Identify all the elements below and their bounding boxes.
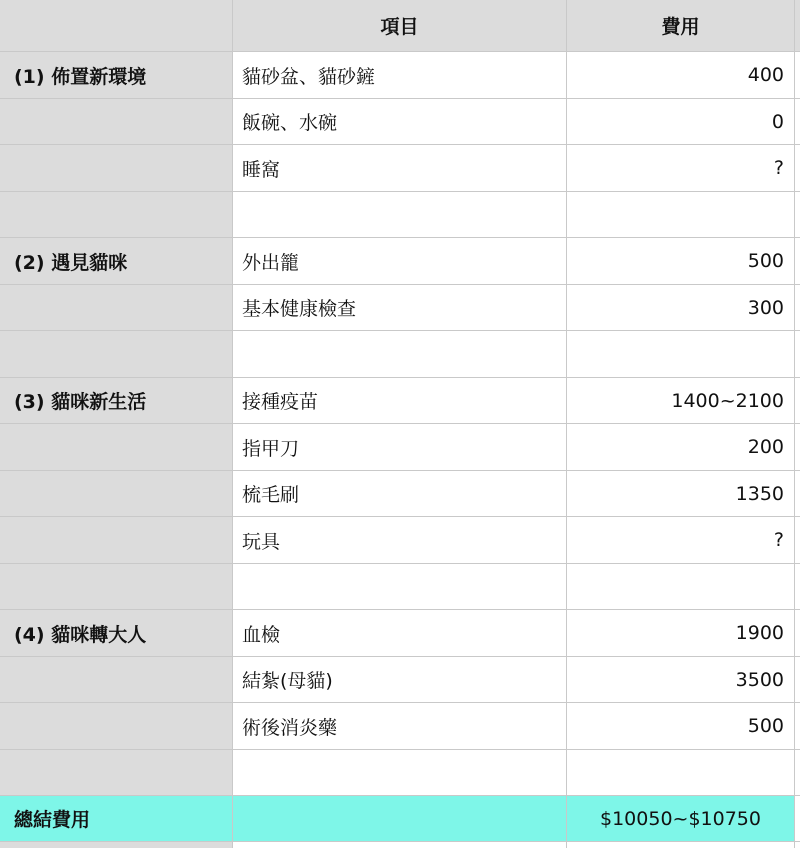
category-cell[interactable]	[0, 99, 233, 145]
category-cell[interactable]	[0, 750, 233, 796]
item-cell[interactable]	[233, 378, 567, 424]
cost-cell[interactable]	[567, 192, 795, 238]
item-label: 結紮(母貓)	[242, 670, 333, 692]
next-row-item-cell[interactable]	[233, 842, 567, 848]
cost-cell[interactable]	[567, 331, 795, 378]
total-cost: $10050~$10750	[600, 807, 761, 830]
extra-cell[interactable]	[795, 564, 800, 610]
category-cell[interactable]	[0, 192, 233, 238]
header-extra-cell[interactable]	[795, 0, 800, 52]
category-cell[interactable]	[0, 471, 233, 517]
item-label: 玩具	[242, 530, 281, 553]
category-cell[interactable]	[0, 145, 233, 192]
item-cell[interactable]	[233, 517, 567, 564]
item-cell[interactable]	[233, 750, 567, 796]
extra-cell[interactable]	[795, 99, 800, 145]
cost-cell[interactable]	[567, 471, 795, 517]
total-item-cell[interactable]	[233, 796, 567, 842]
item-label: 貓砂盆、貓砂鏟	[242, 65, 376, 88]
item-cell[interactable]	[233, 145, 567, 192]
header-item-cell[interactable]	[233, 0, 567, 52]
cost-value: ?	[773, 157, 784, 179]
extra-cell[interactable]	[795, 378, 800, 424]
category-cell[interactable]	[0, 378, 233, 424]
item-cell[interactable]	[233, 331, 567, 378]
cost-cell[interactable]	[567, 99, 795, 145]
item-label: 術後消炎藥	[242, 716, 338, 739]
category-label: (1) 佈置新環境	[14, 65, 147, 88]
category-label: (3) 貓咪新生活	[14, 391, 147, 413]
item-cell[interactable]	[233, 238, 567, 285]
cost-value: 200	[747, 436, 784, 458]
cost-cell[interactable]	[567, 517, 795, 564]
item-label: 指甲刀	[242, 437, 300, 460]
cost-value: 3500	[735, 668, 784, 691]
extra-cell[interactable]	[795, 331, 800, 378]
cost-cell[interactable]	[567, 610, 795, 657]
cost-value: 0	[771, 110, 784, 133]
category-cell[interactable]	[0, 657, 233, 703]
category-cell[interactable]	[0, 703, 233, 750]
cost-cell[interactable]	[567, 52, 795, 99]
category-label: (2) 遇見貓咪	[14, 251, 128, 274]
extra-cell[interactable]	[795, 285, 800, 331]
item-label: 梳毛刷	[242, 484, 300, 506]
next-row-cost-cell[interactable]	[567, 842, 795, 848]
total-label: 總結費用	[14, 809, 91, 831]
extra-cell[interactable]	[795, 703, 800, 750]
category-cell[interactable]	[0, 331, 233, 378]
cost-cell[interactable]	[567, 238, 795, 285]
item-cell[interactable]	[233, 657, 567, 703]
category-cell[interactable]	[0, 285, 233, 331]
header-cost-label: 費用	[661, 16, 700, 38]
extra-cell[interactable]	[795, 750, 800, 796]
item-label: 基本健康檢查	[242, 298, 357, 320]
category-label: (4) 貓咪轉大人	[14, 623, 147, 646]
item-label: 飯碗、水碗	[242, 112, 338, 134]
extra-cell[interactable]	[795, 610, 800, 657]
item-label: 血檢	[242, 623, 281, 646]
extra-cell[interactable]	[795, 517, 800, 564]
item-cell[interactable]	[233, 610, 567, 657]
cost-cell[interactable]	[567, 703, 795, 750]
total-label-cell[interactable]	[0, 796, 233, 842]
item-cell[interactable]	[233, 424, 567, 471]
item-cell[interactable]	[233, 99, 567, 145]
item-cell[interactable]	[233, 285, 567, 331]
item-cell[interactable]	[233, 564, 567, 610]
header-category-cell[interactable]	[0, 0, 233, 52]
total-cost-cell[interactable]	[567, 796, 795, 842]
header-item-label: 項目	[380, 16, 419, 38]
next-row-category-cell[interactable]	[0, 842, 233, 848]
item-label: 外出籠	[242, 251, 300, 274]
cost-value: 1350	[735, 482, 784, 505]
category-cell[interactable]	[0, 424, 233, 471]
extra-cell[interactable]	[795, 424, 800, 471]
extra-cell[interactable]	[795, 192, 800, 238]
item-cell[interactable]	[233, 192, 567, 238]
cost-cell[interactable]	[567, 378, 795, 424]
item-cell[interactable]	[233, 52, 567, 99]
cost-value: 300	[747, 296, 784, 319]
cost-value: 400	[747, 64, 784, 86]
cost-cell[interactable]	[567, 285, 795, 331]
cost-cell[interactable]	[567, 657, 795, 703]
cost-cell[interactable]	[567, 750, 795, 796]
cost-cell[interactable]	[567, 424, 795, 471]
item-label: 睡窩	[242, 158, 281, 181]
total-extra-cell[interactable]	[795, 796, 800, 842]
extra-cell[interactable]	[795, 471, 800, 517]
cost-cell[interactable]	[567, 145, 795, 192]
extra-cell[interactable]	[795, 145, 800, 192]
header-cost-cell[interactable]	[567, 0, 795, 52]
cost-cell[interactable]	[567, 564, 795, 610]
cost-value: 500	[747, 715, 784, 737]
category-cell[interactable]	[0, 564, 233, 610]
category-cell[interactable]	[0, 610, 233, 657]
extra-cell[interactable]	[795, 238, 800, 285]
cost-value: ?	[773, 529, 784, 551]
category-cell[interactable]	[0, 52, 233, 99]
category-cell[interactable]	[0, 517, 233, 564]
item-label: 接種疫苗	[242, 391, 319, 413]
item-cell[interactable]	[233, 703, 567, 750]
extra-cell[interactable]	[795, 657, 800, 703]
cost-value: 1400~2100	[671, 389, 784, 412]
item-cell[interactable]	[233, 471, 567, 517]
cost-value: 500	[747, 250, 784, 272]
category-cell[interactable]	[0, 238, 233, 285]
extra-cell[interactable]	[795, 52, 800, 99]
cost-value: 1900	[735, 622, 784, 644]
